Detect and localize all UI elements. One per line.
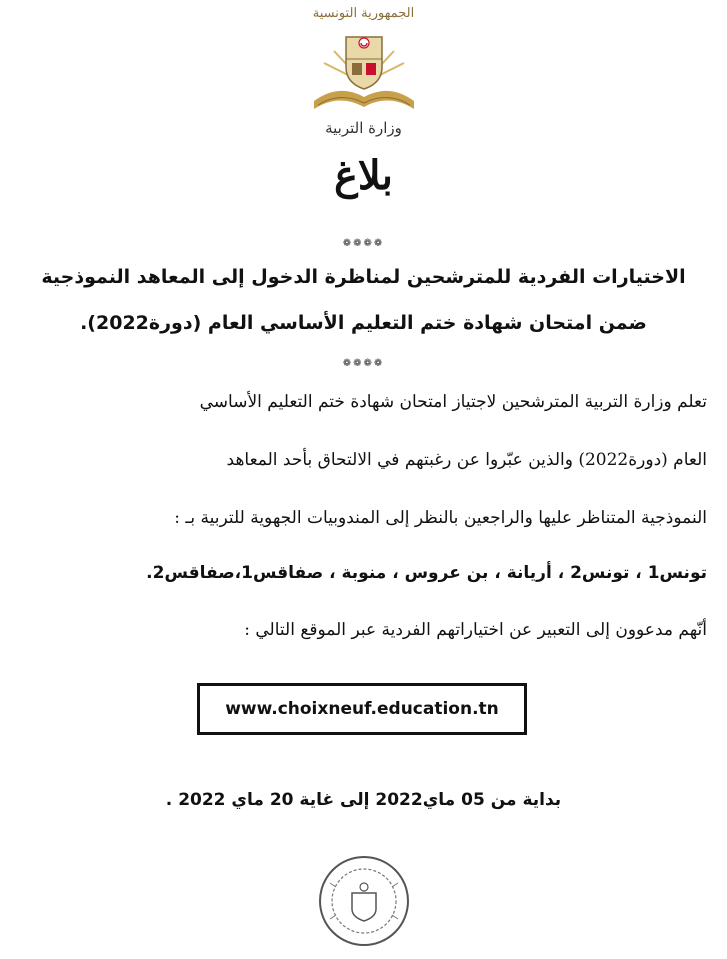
- body-line-5: أنّهم مدعوون إلى التعبير عن اختياراتهم الفردية عبر الموقع التالي :: [244, 620, 707, 640]
- url-box[interactable]: [197, 683, 527, 735]
- body-line-3: النموذجية المتناظر عليها والراجعين بالنظر إلى المندوبيات الجهوية للتربية بـ :: [174, 508, 707, 528]
- heading-line-1: الاختيارات الفردية للمترشحين لمناظرة الدخول إلى المعاهد النموذجية: [41, 266, 686, 288]
- separator-top: ❁❁❁❁: [342, 238, 385, 249]
- header: [0, 6, 727, 137]
- regions-list: تونس1 ، تونس2 ، أريانة ، بن عروس ، منوبة ، صفاقس1،صفاقس2.: [146, 563, 707, 583]
- date-range: بداية من 05 ماي2022 إلى غاية 20 ماي 2022 .: [165, 790, 562, 810]
- body-line-1: تعلم وزارة التربية المترشحين لاجتياز امتحان شهادة ختم التعليم الأساسي: [199, 392, 707, 412]
- url-link[interactable]: www.choixneuf.education.tn: [225, 699, 499, 719]
- separator-bottom: ❁❁❁❁: [342, 358, 385, 369]
- ministry-emblem-icon: [304, 23, 424, 123]
- body-line-2: العام (دورة2022) والذين عبّروا عن رغبتهم في الالتحاق بأحد المعاهد: [226, 450, 707, 470]
- document-title: بلاغ: [334, 152, 393, 199]
- heading-line-2: ضمن امتحان شهادة ختم التعليم الأساسي العام (دورة2022).: [80, 312, 647, 334]
- official-stamp-icon: [316, 853, 412, 949]
- republic-label: الجمهورية التونسية: [312, 6, 415, 21]
- ministry-label: وزارة التربية: [325, 119, 402, 137]
